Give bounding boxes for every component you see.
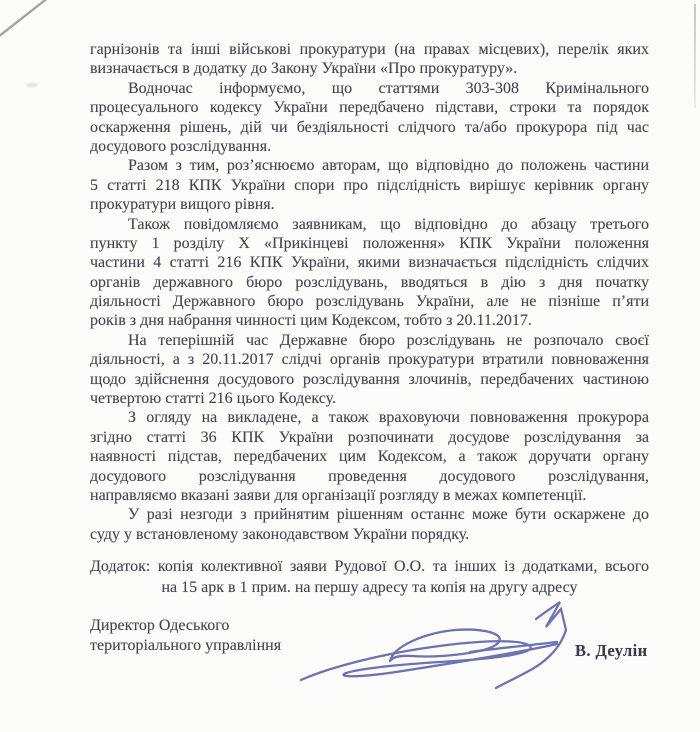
letter-line: У разі незгоди з прийнятим рішенням останнє може бути оскаржене до xyxy=(128,506,649,524)
letter-line: Також повідомляємо заявникам, що відповідно до абзацу третього xyxy=(128,215,649,233)
letter-line: років з дня набрання чинності цим Кодексом, тобто з 20.11.2017. xyxy=(90,312,532,330)
letter-line: 5 статті 218 КПК України спори про підслідність вирішує керівник органу xyxy=(90,176,649,194)
signer-title-line: Директор Одеського xyxy=(90,617,230,634)
letter-line: Разом з тим, роз’яснюємо авторам, що відповідно до положень частини xyxy=(128,157,649,175)
letter-line: щодо здійснення досудового розслідування злочинів, передбачених частиною xyxy=(90,370,649,388)
letter-line: діяльності, а з 20.11.2017 слідчі органів прокуратури втратили повноваження xyxy=(90,351,649,369)
letter-line: оскарження рішень, дій чи бездіяльності слідчого та/або прокурора під час xyxy=(90,118,649,136)
letter-line: Водночас інформуємо, що статтями 303-308 Кримінального xyxy=(128,79,649,97)
attachment-line: на 15 арк в 1 прим. на першу адресу та копія на другу адресу xyxy=(161,578,578,596)
letter-line: пункту 1 розділу Х «Прикінцеві положення» КПК України положення xyxy=(90,234,649,252)
letter-line: З огляду на викладене, а також враховуючи повноваження прокурора xyxy=(128,409,649,427)
letter-line: суду у встановленому законодавством України порядку. xyxy=(90,525,470,543)
letter-line: згідно статті 36 КПК України розпочинати досудове розслідування за xyxy=(90,428,649,446)
letter-line: частини 4 статті 216 КПК України, якими визначається підслідність слідчих xyxy=(90,254,649,272)
letter-line: направляємо вказані заяви для організації розгляду в межах компетенції. xyxy=(90,486,587,504)
letter-body xyxy=(90,40,649,544)
scan-edge-line xyxy=(694,4,696,108)
letter-line: гарнізонів та інші військові прокуратури (на правах місцевих), перелік яких xyxy=(90,41,649,58)
letter-line: діяльності Державного бюро розслідувань України, але не пізніше п’яти xyxy=(90,293,649,311)
signer-title-line: територіального управління xyxy=(90,637,282,654)
signer-name: В. Деулін xyxy=(575,641,648,660)
letter-line: органів державного бюро розслідувань, вводяться в дію з дня початку xyxy=(90,273,649,291)
letter-line: прокуратури вищого рівня. xyxy=(90,196,275,214)
attachment-note xyxy=(90,557,649,597)
letter-line: четвертою статті 216 цього Кодексу. xyxy=(90,390,336,408)
scan-smudge xyxy=(26,83,38,87)
letter-line: На теперішній час Державне бюро розслідувань не розпочало своєї xyxy=(128,331,649,349)
corner-fold-line xyxy=(0,0,60,45)
letter-line: досудового розслідування. xyxy=(90,137,272,155)
attachment-line: Додаток: копія колективної заяви Рудової О.О. та інших із додатками, всього xyxy=(90,558,649,575)
letter-line: процесуального кодексу України передбачено підстави, строки та порядок xyxy=(90,99,649,117)
letter-line: досудового розслідування проведення досудового розслідування, xyxy=(90,467,649,485)
signer-title xyxy=(90,616,281,656)
letter-line: визначається в додатку до Закону України «Про прокуратуру». xyxy=(90,60,518,78)
letter-line: наявності підстав, передбачених цим Кодексом, а також доручати органу xyxy=(90,448,649,466)
